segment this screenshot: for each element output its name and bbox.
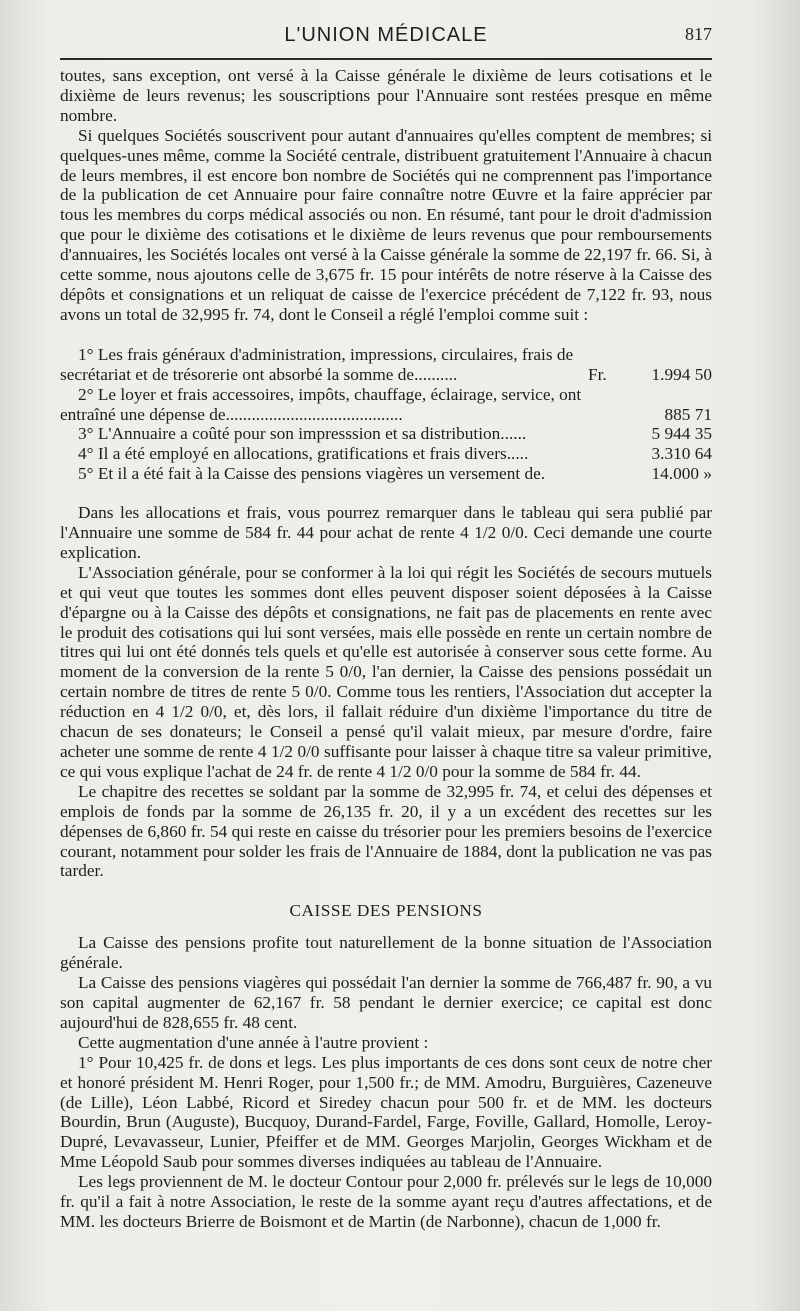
expense-amount: 14.000 »	[651, 464, 712, 484]
expense-amount: 3.310 64	[651, 444, 712, 464]
paragraph: La Caisse des pensions viagères qui possédait l'an dernier la somme de 766,487 fr. 90, a vu son capital augmenter de 62,167 fr. 58 pendant le dernier exercice; ce capital est donc aujourd'hui de 828,655 fr. 48 cent.	[60, 973, 712, 1032]
body-text	[60, 66, 712, 1232]
expense-item	[60, 385, 712, 425]
expense-amount: 1.994 50	[651, 364, 712, 384]
paragraph: toutes, sans exception, ont versé à la Caisse générale le dixième de leurs cotisations et le dixième de leurs revenus; les souscriptions pour l'Annuaire sont restées presque en même nombre.	[60, 66, 712, 125]
running-title: L'UNION MÉDICALE	[284, 24, 488, 46]
expense-item	[60, 345, 712, 385]
header-rule	[60, 58, 712, 60]
currency-label: Fr.	[588, 364, 607, 384]
section-heading: CAISSE DES PENSIONS	[289, 901, 483, 921]
page-number: 817	[685, 24, 712, 44]
paragraph: Si quelques Sociétés souscrivent pour autant d'annuaires qu'elles comptent de membres; si quelques-unes même, comme la Société centrale, distribuent gratuitement l'Annuaire à chacun de leurs membres, il est encore bon nombre de Sociétés qui ne comprennent pas l'importance de la publication de cet Annuaire pour faire connaître notre Œuvre et la faire apprécier par tous les membres du corps médical associés ou non. En résumé, tant pour le droit d'admission que pour le dixième des cotisations et le dixième de leurs revenus que pour remboursements d'annuaires, les Sociétés locales ont versé à la Caisse générale la somme de 22,197 fr. 66. Si, à cette somme, nous ajoutons celle de 3,675 fr. 15 pour intérêts de notre réserve à la Caisse des dépôts et consignations et un reliquat de caisse de l'exercice précédent de 7,122 fr. 93, nous avons un total de 32,995 fr. 74, dont le Conseil a réglé l'emploi comme suit :	[60, 125, 712, 324]
paragraph: La Caisse des pensions profite tout naturellement de la bonne situation de l'Association générale.	[60, 933, 712, 973]
expense-text: 5° Et il a été fait à la Caisse des pensions viagères un versement de.	[78, 464, 546, 484]
paragraph: Cette augmentation d'une année à l'autre provient :	[78, 1032, 429, 1052]
paragraph: L'Association générale, pour se conformer à la loi qui régit les Sociétés de secours mutuels et qui veut que toutes les sommes dont elles peuvent disposer soient déposées à la Caisse d'épargne ou à la Caisse des dépôts et consignations, ne fait pas de placements en rente avec le produit des cotisations qui lui sont versées, mais elle possède en rente un certain nombre de titres qui lui ont été donnés tels quels et qu'elle est autorisée à conserver sous cette forme. Au moment de la conversion de la rente 5 0/0, l'an dernier, la Caisse des pensions possédait un certain nombre de titres de rente 5 0/0. Comme tous les rentiers, l'Association dut accepter la réduction en 4 1/2 0/0, et, dès lors, il fallait réduire d'un dixième l'importance du titre de chacun de ses donateurs; le Conseil a pensé qu'il valait mieux, par mesure d'ordre, faire acheter une somme de rente 4 1/2 0/0 suffisante pour laisser à chaque titre sa valeur primitive, ce qui vous explique l'achat de 24 fr. de rente 4 1/2 0/0 pour la somme de 584 fr. 44.	[60, 562, 712, 781]
expense-item	[60, 464, 712, 484]
paragraph: Dans les allocations et frais, vous pourrez remarquer dans le tableau qui sera publié par l'Annuaire une somme de 584 fr. 44 pour achat de rente 4 1/2 0/0. Ceci demande une courte explication.	[60, 503, 712, 562]
expense-list	[60, 345, 712, 484]
paragraph: 1° Pour 10,425 fr. de dons et legs. Les plus importants de ces dons sont ceux de notre cher et honoré président M. Henri Roger, pour 1,500 fr.; de MM. Amodru, Burguières, Cazeneuve (de Lille), Léon Labbé, Ricord et Siredey chacun pour 500 fr. et de MM. les docteurs Bourdin, Brun (Auguste), Bucquoy, Durand-Fardel, Farge, Foville, Gallard, Homolle, Leroy-Dupré, Levavasseur, Lunier, Pfeiffer et de MM. Georges Marjolin, Georges Wickham et de Mme Léopold Saub pour sommes diverses indiquées au tableau de l'Annuaire.	[60, 1052, 712, 1172]
running-head	[60, 24, 712, 50]
paragraph: Le chapitre des recettes se soldant par la somme de 32,995 fr. 74, et celui des dépenses et emplois de fonds par la somme de 26,135 fr. 20, il y a un excédent des recettes sur les dépenses de 6,860 fr. 54 qui reste en caisse du trésorier pour les premiers besoins de l'exercice courant, notamment pour solder les frais de l'Annuaire de 1884, dont la publication ne vas pas tarder.	[60, 781, 712, 881]
paragraph: Les legs proviennent de M. le docteur Contour pour 2,000 fr. prélevés sur le legs de 10,000 fr. qu'il a fait à notre Association, le reste de la somme ayant reçu d'autres affectations, et de MM. les docteurs Brierre de Boismont et de Martin (de Narbonne), chacun de 1,000 fr.	[60, 1172, 712, 1231]
expense-amount: 885 71	[664, 404, 712, 424]
expense-amount: 5 944 35	[651, 424, 712, 444]
expense-text: 1° Les frais généraux d'administration, impressions, circulaires, frais de secrétariat et de trésorerie ont absorbé la somme de..........	[60, 344, 574, 384]
expense-text: 2° Le loyer et frais accessoires, impôts, chauffage, éclairage, service, ont entraîné une dépense de.........................................	[60, 384, 582, 424]
expense-text: 4° Il a été employé en allocations, gratifications et frais divers.....	[78, 444, 529, 464]
expense-text: 3° L'Annuaire a coûté pour son impresssion et sa distribution......	[78, 424, 527, 444]
expense-item	[60, 424, 712, 444]
expense-item	[60, 444, 712, 464]
